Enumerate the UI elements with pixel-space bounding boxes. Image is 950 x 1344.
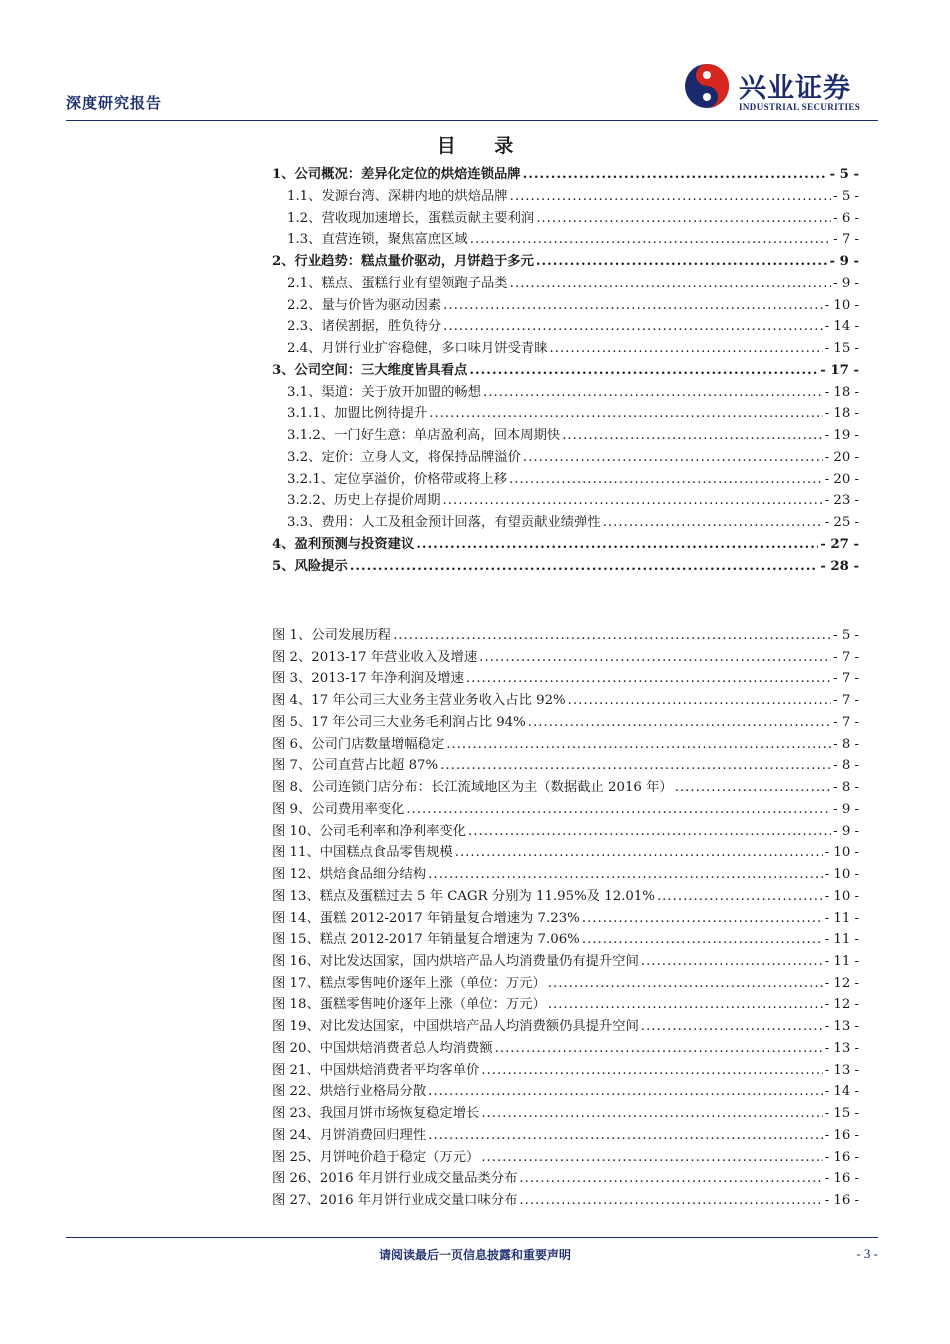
figure-entry-title: 图 4、17 年公司三大业务主营业务收入占比 92%: [272, 693, 566, 709]
figure-entry[interactable]: [272, 1038, 859, 1060]
toc-entry-page: - 19 -: [824, 428, 859, 443]
figure-entry-title: 图 27、2016 年月饼行业成交量口味分布: [272, 1193, 518, 1209]
figure-entry-title: 图 7、公司直营占比超 87%: [272, 758, 439, 774]
toc-entry-page: - 7 -: [833, 232, 859, 248]
toc-entry-title: 3.3、费用：人工及租金预计回落，有望贡献业绩弹性: [287, 515, 601, 530]
toc-entry-page: - 9 -: [829, 254, 859, 269]
figure-entry-title: 图 3、2013-17 年净利润及增速: [272, 671, 464, 687]
figure-entry-page: - 12 -: [824, 975, 859, 991]
toc-entry-title: 1.1、发源台湾、深耕内地的烘焙品牌: [287, 188, 508, 204]
list-of-figures: [272, 625, 859, 1212]
dot-leader: [536, 251, 828, 273]
figure-entry[interactable]: [272, 929, 859, 951]
figure-entry[interactable]: [272, 1060, 859, 1082]
toc-entry-title: 3.2.2、历史上存提价周期: [287, 493, 441, 509]
dot-leader: [568, 690, 831, 712]
dot-leader: [469, 360, 818, 382]
figure-entry-page: - 16 -: [824, 1127, 859, 1143]
dot-leader: [582, 929, 823, 951]
toc-entry[interactable]: [272, 338, 859, 360]
dot-leader: [440, 755, 831, 777]
figure-entry[interactable]: [272, 1081, 859, 1103]
toc-entry-page: - 25 -: [824, 515, 859, 530]
dot-leader: [428, 864, 823, 886]
figure-entry[interactable]: [272, 799, 859, 821]
dot-leader: [548, 973, 823, 995]
company-logo: [683, 62, 883, 118]
toc-entry-title: 3.1.2、一门好生意：单店盈利高，回本周期快: [287, 428, 561, 443]
figure-entry-title: 图 9、公司费用率变化: [272, 801, 405, 817]
toc-entry[interactable]: [272, 295, 859, 317]
figure-entry-title: 图 5、17 年公司三大业务毛利润占比 94%: [272, 714, 526, 730]
toc-entry-page: - 9 -: [833, 275, 859, 291]
toc-entry[interactable]: [272, 382, 859, 404]
dot-leader: [416, 534, 818, 556]
dot-leader: [393, 625, 831, 647]
toc-entry[interactable]: [272, 490, 859, 512]
figure-entry[interactable]: [272, 908, 859, 930]
logo-chinese-name: 兴业证券: [739, 73, 851, 104]
toc-entry-title: 1.3、直营连锁，聚焦富庶区域: [287, 232, 468, 248]
toc-entry-page: - 18 -: [824, 406, 859, 422]
logo-mark-icon: [683, 62, 731, 110]
toc-entry-title: 3.1.1、加盟比例待提升: [287, 406, 428, 422]
figure-entry-page: - 14 -: [824, 1084, 859, 1100]
figure-entry[interactable]: [272, 1147, 859, 1169]
toc-entry-page: - 23 -: [824, 493, 859, 509]
toc-entry-title: 5、风险提示: [272, 558, 348, 574]
dot-leader: [523, 447, 823, 469]
toc-entry[interactable]: [272, 251, 859, 273]
figure-entry-page: - 16 -: [824, 1149, 859, 1165]
figure-entry-title: 图 24、月饼消费回归理性: [272, 1127, 427, 1143]
footer-divider: [66, 1237, 878, 1238]
figure-entry-page: - 13 -: [824, 1062, 859, 1078]
dot-leader: [562, 425, 822, 447]
toc-entry-page: - 15 -: [824, 341, 859, 356]
figure-entry-page: - 7 -: [833, 693, 859, 709]
figure-entry-title: 图 11、中国糕点食品零售规模: [272, 845, 453, 861]
dot-leader: [523, 164, 828, 186]
figure-entry[interactable]: [272, 668, 859, 690]
figure-entry[interactable]: [272, 690, 859, 712]
toc-entry-title: 4、盈利预测与投资建议: [272, 536, 415, 552]
figure-entry-title: 图 1、公司发展历程: [272, 628, 392, 643]
dot-leader: [510, 186, 831, 208]
dot-leader: [350, 556, 818, 578]
figure-entry-page: - 12 -: [824, 997, 859, 1013]
dot-leader: [446, 734, 831, 756]
dot-leader: [550, 338, 823, 360]
dot-leader: [603, 512, 823, 534]
toc-title: 目 录: [436, 135, 530, 157]
toc-entry-title: 3.2、定价：立身人文，将保持品牌溢价: [287, 449, 521, 465]
figure-entry-page: - 15 -: [824, 1106, 859, 1122]
figure-entry[interactable]: [272, 886, 859, 908]
toc-entry-page: - 10 -: [824, 297, 859, 313]
figure-entry[interactable]: [272, 777, 859, 799]
dot-leader: [429, 403, 822, 425]
figure-entry-title: 图 12、烘焙食品细分结构: [272, 867, 427, 883]
figure-entry-page: - 16 -: [824, 1193, 859, 1209]
toc-entry-title: 2.3、诸侯割据，胜负待分: [287, 319, 442, 335]
toc-entry-page: - 14 -: [824, 319, 859, 335]
dot-leader: [548, 994, 823, 1016]
figure-entry[interactable]: [272, 1125, 859, 1147]
toc-entry[interactable]: [272, 512, 859, 534]
dot-leader: [466, 668, 831, 690]
figure-entry-page: - 11 -: [824, 954, 859, 970]
figure-entry-page: - 13 -: [824, 1040, 859, 1056]
figure-entry-title: 图 15、糕点 2012-2017 年销量复合增速为 7.06%: [272, 932, 580, 948]
toc-entry[interactable]: [272, 164, 859, 186]
figure-entry-page: - 5 -: [833, 628, 859, 643]
figure-entry-page: - 7 -: [833, 714, 859, 730]
figure-entry-page: - 7 -: [833, 671, 859, 687]
toc-entry-page: - 6 -: [833, 210, 859, 226]
figure-entry-page: - 8 -: [833, 758, 859, 774]
dot-leader: [443, 490, 823, 512]
dot-leader: [641, 1016, 823, 1038]
dot-leader: [519, 1168, 822, 1190]
toc-entry[interactable]: [272, 425, 859, 447]
figure-entry-page: - 9 -: [833, 823, 859, 839]
toc-entry-title: 2.1、糕点、蛋糕行业有望领跑子品类: [287, 275, 508, 291]
toc-entry[interactable]: [272, 316, 859, 338]
figure-entry-title: 图 25、月饼吨价趋于稳定（万元）: [272, 1149, 480, 1165]
toc-entry-title: 2.2、量与价皆为驱动因素: [287, 297, 442, 313]
figure-entry-page: - 11 -: [824, 910, 859, 926]
figure-entry-page: - 9 -: [833, 801, 859, 817]
table-of-contents: [272, 164, 859, 577]
figure-entry-title: 图 21、中国烘焙消费者平均客单价: [272, 1062, 480, 1078]
figure-entry-title: 图 19、对比发达国家，中国烘培产品人均消费额仍具提升空间: [272, 1019, 639, 1035]
dot-leader: [443, 316, 823, 338]
figure-entry-title: 图 13、糕点及蛋糕过去 5 年 CAGR 分别为 11.95%及 12.01%: [272, 888, 655, 904]
dot-leader: [528, 712, 831, 734]
figure-entry-title: 图 16、对比发达国家，国内烘培产品人均消费量仍有提升空间: [272, 954, 639, 970]
dot-leader: [582, 908, 823, 930]
figure-entry[interactable]: [272, 994, 859, 1016]
figure-entry[interactable]: [272, 864, 859, 886]
dot-leader: [468, 821, 831, 843]
footer-disclaimer: 请阅读最后一页信息披露和重要声明: [378, 1248, 571, 1262]
dot-leader: [509, 469, 823, 491]
dot-leader: [481, 1103, 822, 1125]
dot-leader: [519, 1190, 822, 1212]
figure-entry[interactable]: [272, 712, 859, 734]
dot-leader: [443, 295, 823, 317]
figure-entry[interactable]: [272, 821, 859, 843]
dot-leader: [675, 777, 831, 799]
dot-leader: [470, 229, 831, 251]
toc-entry[interactable]: [272, 534, 859, 556]
toc-entry-title: 3.2.1、定位享溢价，价格带或将上移: [287, 471, 507, 487]
report-type-label: 深度研究报告: [66, 94, 163, 112]
figure-entry[interactable]: [272, 647, 859, 669]
toc-entry-page: - 18 -: [824, 384, 859, 400]
figure-entry[interactable]: [272, 734, 859, 756]
toc-entry-page: - 20 -: [824, 471, 859, 487]
header-divider: [66, 120, 878, 121]
dot-leader: [641, 951, 823, 973]
toc-entry-page: - 5 -: [833, 188, 859, 204]
dot-leader: [510, 273, 831, 295]
figure-entry-page: - 10 -: [824, 845, 859, 861]
figure-entry-page: - 7 -: [833, 649, 859, 665]
dot-leader: [657, 886, 823, 908]
toc-entry-page: - 17 -: [820, 362, 859, 378]
toc-entry-title: 1、公司概况：差异化定位的烘焙连锁品牌: [272, 167, 521, 182]
toc-entry[interactable]: [272, 403, 859, 425]
figure-entry[interactable]: [272, 755, 859, 777]
figure-entry[interactable]: [272, 1190, 859, 1212]
figure-entry-title: 图 26、2016 年月饼行业成交量品类分布: [272, 1171, 518, 1187]
dot-leader: [479, 647, 831, 669]
figure-entry-page: - 8 -: [833, 736, 859, 752]
figure-entry[interactable]: [272, 625, 859, 647]
figure-entry[interactable]: [272, 1016, 859, 1038]
figure-entry-title: 图 6、公司门店数量增幅稳定: [272, 736, 445, 752]
dot-leader: [481, 1147, 822, 1169]
toc-entry[interactable]: [272, 208, 859, 230]
toc-entry-page: - 27 -: [820, 536, 859, 552]
toc-entry-title: 2.4、月饼行业扩容稳健，多口味月饼受青睐: [287, 341, 548, 356]
figure-entry-title: 图 23、我国月饼市场恢复稳定增长: [272, 1106, 480, 1122]
figure-entry[interactable]: [272, 1168, 859, 1190]
toc-entry-title: 1.2、营收现加速增长，蛋糕贡献主要利润: [287, 210, 535, 226]
figure-entry-title: 图 2、2013-17 年营业收入及增速: [272, 649, 478, 665]
toc-entry[interactable]: [272, 360, 859, 382]
dot-leader: [483, 382, 823, 404]
figure-entry-title: 图 20、中国烘焙消费者总人均消费额: [272, 1040, 493, 1056]
dot-leader: [406, 799, 831, 821]
toc-entry-page: - 28 -: [820, 558, 859, 574]
figure-entry-title: 图 14、蛋糕 2012-2017 年销量复合增速为 7.23%: [272, 910, 580, 926]
figure-entry[interactable]: [272, 951, 859, 973]
figure-entry[interactable]: [272, 1103, 859, 1125]
dot-leader: [536, 208, 831, 230]
dot-leader: [455, 842, 823, 864]
figure-entry-page: - 11 -: [824, 932, 859, 948]
toc-entry[interactable]: [272, 229, 859, 251]
toc-entry-title: 3.1、渠道：关于放开加盟的畅想: [287, 384, 482, 400]
dot-leader: [495, 1038, 823, 1060]
figure-entry[interactable]: [272, 842, 859, 864]
toc-entry-page: - 20 -: [824, 449, 859, 465]
toc-entry[interactable]: [272, 556, 859, 578]
figure-entry-title: 图 10、公司毛利率和净利率变化: [272, 823, 467, 839]
dot-leader: [428, 1125, 823, 1147]
toc-entry[interactable]: [272, 273, 859, 295]
figure-entry-title: 图 18、蛋糕零售吨价逐年上涨（单位：万元）: [272, 997, 546, 1013]
dot-leader: [428, 1081, 823, 1103]
toc-entry[interactable]: [272, 469, 859, 491]
logo-english-name: INDUSTRIAL SECURITIES: [739, 102, 861, 112]
toc-entry-title: 2、行业趋势：糕点量价驱动，月饼趋于多元: [272, 254, 534, 269]
figure-entry-page: - 16 -: [824, 1171, 859, 1187]
page-number: - 3 -: [856, 1246, 878, 1261]
figure-entry-page: - 10 -: [824, 888, 859, 904]
figure-entry-page: - 8 -: [833, 780, 859, 796]
figure-entry-title: 图 8、公司连锁门店分布：长江流域地区为主（数据截止 2016 年）: [272, 780, 673, 796]
toc-entry-page: - 5 -: [829, 167, 859, 182]
toc-entry-title: 3、公司空间：三大维度皆具看点: [272, 362, 468, 378]
figure-entry-title: 图 22、烘焙行业格局分散: [272, 1084, 427, 1100]
figure-entry-page: - 10 -: [824, 867, 859, 883]
toc-entry[interactable]: [272, 186, 859, 208]
toc-entry[interactable]: [272, 447, 859, 469]
figure-entry-page: - 13 -: [824, 1019, 859, 1035]
dot-leader: [481, 1060, 822, 1082]
figure-entry[interactable]: [272, 973, 859, 995]
figure-entry-title: 图 17、糕点零售吨价逐年上涨（单位：万元）: [272, 975, 546, 991]
